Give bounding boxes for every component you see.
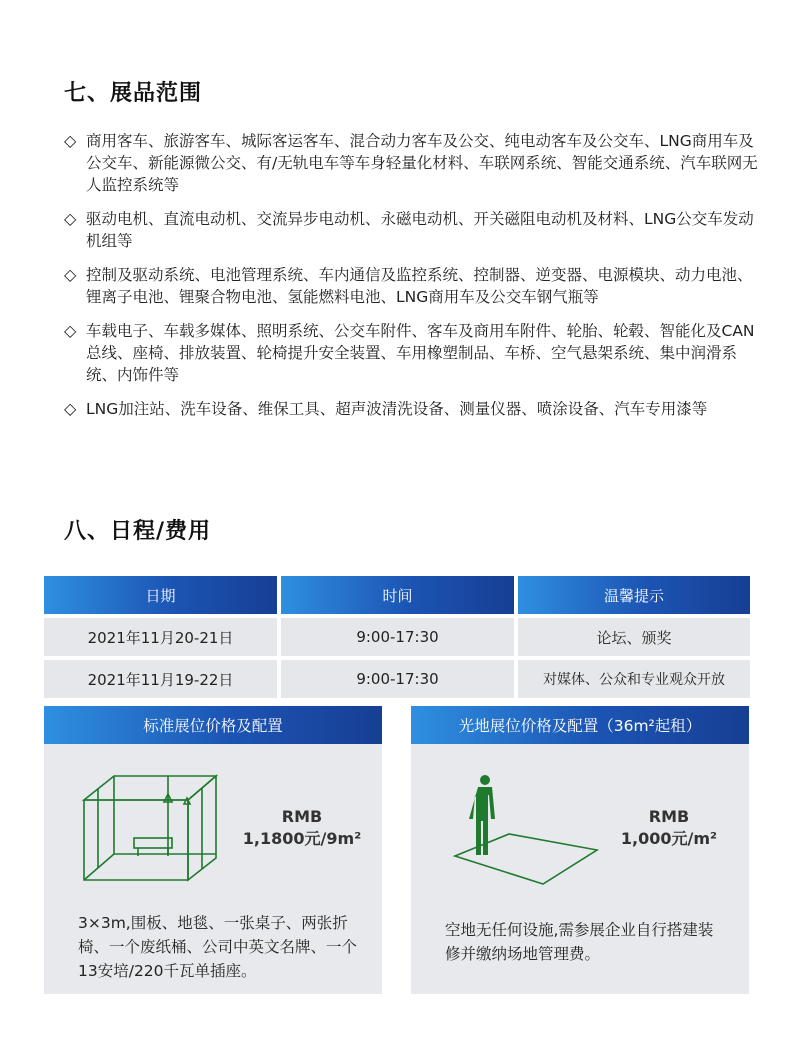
standard-booth-box — [44, 706, 382, 994]
cell-time: 9:00-17:30 — [281, 618, 514, 656]
currency-label: RMB — [281, 807, 323, 826]
exhibit-item-text: LNG加注站、洗车设备、维保工具、超声波清洗设备、测量仪器、喷涂设备、汽车专用漆等 — [86, 400, 708, 418]
header-date: 日期 — [44, 576, 277, 614]
standard-booth-price — [232, 806, 372, 850]
section-title-schedule: 八、日程/费用 — [64, 519, 212, 544]
table-row — [44, 618, 750, 656]
list-item — [64, 208, 764, 252]
list-item — [64, 320, 764, 386]
diamond-bullet-icon: ◇ — [64, 209, 77, 228]
table-header-row — [44, 576, 750, 614]
header-tips: 温馨提示 — [518, 576, 750, 614]
exhibit-item-text: 车载电子、车载多媒体、照明系统、公交车附件、客车及商用车附件、轮胎、轮毂、智能化及CAN总线、座椅、排放装置、轮椅提升安全装置、车用橡塑制品、车桥、空气悬架系统、集中润滑系统、内饰件等 — [86, 322, 755, 384]
list-item — [64, 130, 764, 196]
table-row — [44, 660, 750, 698]
raw-space-description: 空地无任何设施,需参展企业自行搭建装修并缴纳场地管理费。 — [445, 921, 714, 963]
cell-date: 2021年11月20-21日 — [44, 618, 277, 656]
raw-space-box — [411, 706, 749, 994]
diamond-bullet-icon: ◇ — [64, 131, 77, 150]
cell-time: 9:00-17:30 — [281, 660, 514, 698]
price-value: 1,000元/m² — [620, 829, 718, 848]
cell-tips: 论坛、颁奖 — [518, 618, 750, 656]
exhibit-item-text: 控制及驱动系统、电池管理系统、车内通信及监控系统、控制器、逆变器、电源模块、动力电池、锂离子电池、锂聚合物电池、氢能燃料电池、LNG商用车及公交车钢气瓶等 — [86, 266, 753, 306]
list-item — [64, 398, 764, 420]
cell-tips: 对媒体、公众和专业观众开放 — [518, 660, 750, 698]
raw-space-title: 光地展位价格及配置（36m²起租） — [411, 706, 749, 744]
person-on-floor-icon — [451, 772, 601, 892]
exhibit-item-text: 驱动电机、直流电动机、交流异步电动机、永磁电动机、开关磁阻电动机及材料、LNG公交车发动机组等 — [86, 210, 754, 250]
diamond-bullet-icon: ◇ — [64, 399, 77, 418]
raw-space-price — [599, 806, 739, 850]
schedule-table — [44, 576, 750, 702]
section-title-exhibits: 七、展品范围 — [64, 81, 203, 106]
exhibit-item-text: 商用客车、旅游客车、城际客运客车、混合动力客车及公交、纯电动客车及公交车、LNG商用车及公交车、新能源微公交、有/无轨电车等车身轻量化材料、车联网系统、智能交通系统、汽车联网无人监控系统等 — [86, 132, 758, 194]
standard-booth-title: 标准展位价格及配置 — [44, 706, 382, 744]
diamond-bullet-icon: ◇ — [64, 265, 77, 284]
standard-booth-description: 3×3m,围板、地毯、一张桌子、两张折椅、一个废纸桶、公司中英文名牌、一个13安培/220千瓦单插座。 — [78, 914, 358, 980]
booth-outline-icon — [78, 762, 228, 882]
header-time: 时间 — [281, 576, 514, 614]
list-item — [64, 264, 764, 308]
cell-date: 2021年11月19-22日 — [44, 660, 277, 698]
price-value: 1,1800元/9m² — [242, 829, 362, 848]
diamond-bullet-icon: ◇ — [64, 321, 77, 340]
currency-label: RMB — [648, 807, 690, 826]
exhibit-list — [64, 130, 764, 432]
